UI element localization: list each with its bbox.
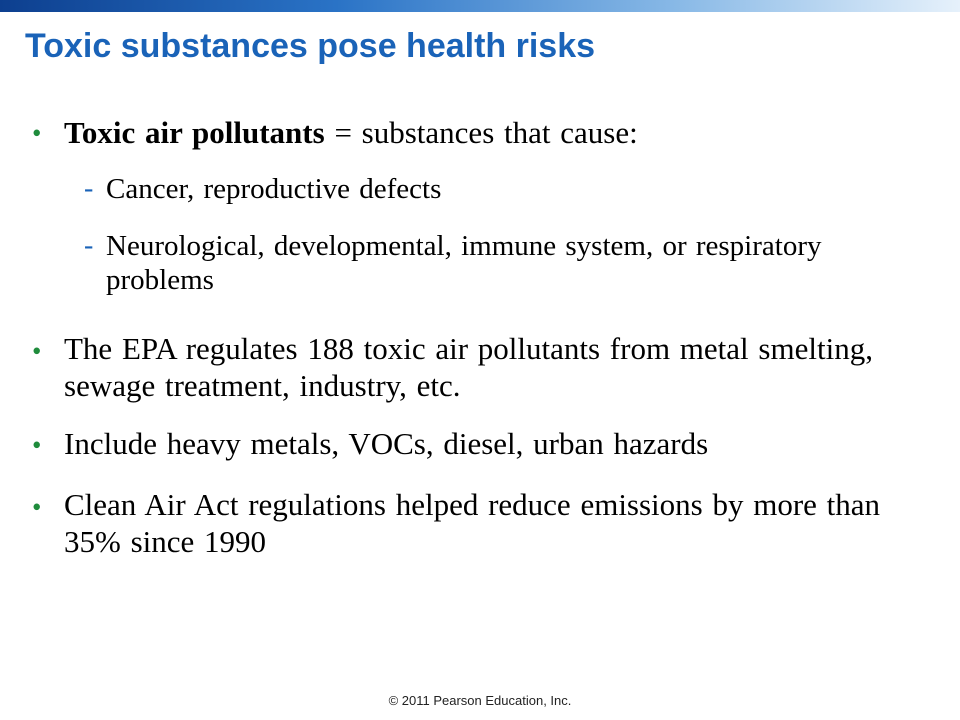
bullet-dot-icon: • [32, 118, 42, 148]
copyright-text: © 2011 Pearson Education, Inc. [388, 693, 572, 708]
bullet-dot-icon: • [32, 336, 42, 366]
bullet-1-rest: = substances that cause: [324, 115, 638, 150]
bullet-2-text: The EPA regulates 188 toxic air pollutants from metal smelting, sewage treatment, industry, etc. [64, 331, 873, 403]
bullet-4-text: Clean Air Act regulations helped reduce emissions by more than 35% since 1990 [64, 487, 881, 559]
bullet-1-bold-lead: Toxic air pollutants [64, 115, 325, 150]
bullet-1-text [64, 114, 884, 151]
bullet-1-subitem-2: Neurological, developmental, immune system, or respiratory problems [106, 230, 822, 296]
bullet-dot-icon: • [32, 492, 42, 522]
sub-dash-icon: - [84, 230, 94, 261]
copyright-footer [0, 693, 960, 708]
bullet-dot-icon: • [32, 430, 42, 460]
bullet-3-text: Include heavy metals, VOCs, diesel, urban hazards [64, 426, 709, 461]
slide-title: Toxic substances pose health risks [25, 27, 596, 65]
sub-dash-icon: - [84, 173, 94, 204]
bullet-1-subitem-1: Cancer, reproductive defects [106, 173, 442, 205]
